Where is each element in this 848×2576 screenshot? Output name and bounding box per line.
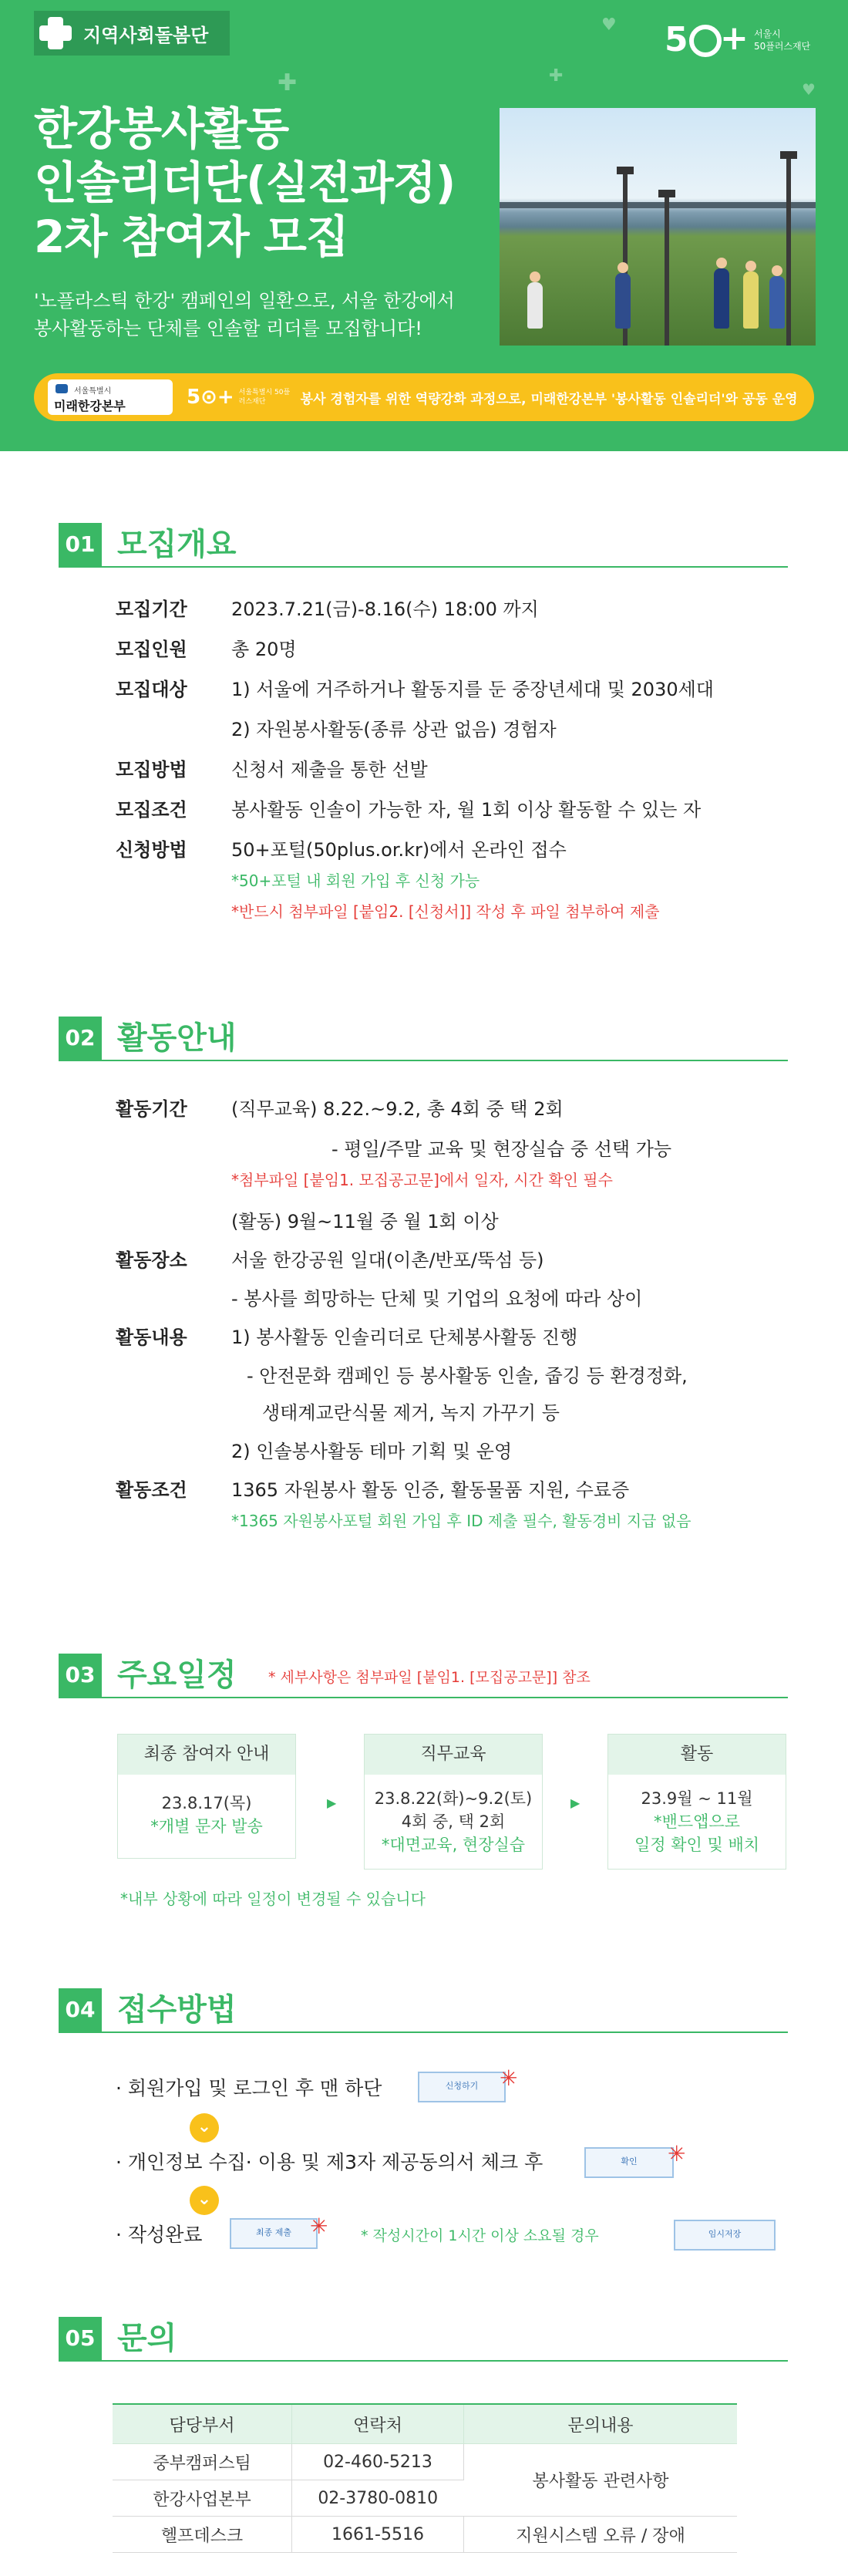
overview-rows: 모집기간 2023.7.21(금)-8.16(수) 18:00 까지 모집인원 총 20명 모집대상 1) 서울에 거주하거나 활동지를 둔 중장년세대 및 2030세대 2) 자원봉사활동(종류 상관 없음) 경험자 모집방법 신청서 제출을 통한 선발 모집조건 봉사활동 인솔이 가능한 자, 월 1회 이상 활동할 수 있는 자 신청방법 50+포털(50plus.or.kr)에서 온라인 접수 *50+포털 내 회원 가입 후 신청 가능 *반드시 첨부파일 [붙임2. [신청서]] 작성 후 파일 첨부하여 제출 (116, 598, 714, 921)
chevron-down-icon: ⌄ (190, 2113, 219, 2143)
click-cursor-icon: ✳ (310, 2214, 328, 2239)
section-number: 04 (59, 1988, 102, 2031)
apply-button-sample: 신청하기 (418, 2072, 506, 2102)
section-title: 활동안내 (117, 1020, 237, 1056)
cross-icon (34, 11, 77, 56)
sparkle-icon: ✚ (549, 66, 564, 86)
foundation-logo: 5 + 서울시 50플러스재단 (665, 19, 811, 59)
confirm-button-sample: 확인 (584, 2147, 674, 2178)
step-1-text: · 회원가입 및 로그인 후 맨 하단 (116, 2077, 382, 2099)
section-title: 모집개요 (117, 527, 237, 562)
section-activity-guide (59, 1017, 788, 1618)
schedule-box-training: 직무교육 23.8.22(화)~9.2(토) 4회 중, 택 2회 *대면교육, 현장실습 (364, 1734, 543, 1870)
section-number: 05 (59, 2317, 102, 2360)
section-title: 접수방법 (117, 1992, 237, 2028)
inquiry-table: 담당부서 연락처 문의내용 중부캠퍼스팀 02-460-5213 봉사활동 관련사항 한강사업본부 02-3780-0810 헬프데스크 1661-5516 지원시스템 오류 / 장애 (113, 2403, 737, 2553)
seoul-logo-icon (56, 384, 68, 393)
step-3-text: · 작성완료 (116, 2224, 203, 2246)
step-3-note: * 작성시간이 1시간 이상 소요될 경우 (361, 2227, 599, 2244)
heart-icon: ♥ (601, 15, 617, 35)
joint-operation-banner: 서울특별시 미래한강본부 5⊙+ 서울특별시 50플러스재단 봉사 경험자를 위한 역량강화 과정으로, 미래한강본부 '봉사활동 인솔리더'와 공동 운영 (34, 373, 814, 421)
section-application-method (59, 1988, 788, 2251)
section-inquiry (59, 2317, 788, 2564)
save-draft-button-sample: 임시저장 (674, 2220, 776, 2251)
org-badge (34, 11, 230, 56)
page-title: 한강봉사활동 인솔리더단(실전과정) 2차 참여자 모집 (34, 103, 456, 263)
org-badge-label: 지역사회돌봄단 (83, 24, 209, 46)
banner-50plus-logo: 5⊙+ (187, 386, 234, 409)
section-schedule (59, 1654, 788, 1939)
schedule-box-final-notice: 최종 참여자 안내 23.8.17(목) *개별 문자 발송 (117, 1734, 296, 1859)
banner-text: 봉사 경험자를 위한 역량강화 과정으로, 미래한강본부 '봉사활동 인솔리더'와 공동 운영 (300, 391, 798, 407)
hero-header (0, 0, 848, 451)
submit-button-sample: 최종 제출 (230, 2218, 318, 2249)
arrow-right-icon: ▶ (570, 1795, 580, 1810)
step-2-text: · 개인정보 수집· 이용 및 제3자 제공동의서 체크 후 (116, 2151, 543, 2173)
schedule-box-activity: 활동 23.9월 ~ 11월 *밴드앱으로 일정 확인 및 배치 (607, 1734, 786, 1870)
section-number: 01 (59, 523, 102, 566)
arrow-right-icon: ▶ (327, 1795, 337, 1810)
section-title: 주요일정 (117, 1657, 237, 1693)
lead-text: '노플라스틱 한강' 캠페인의 일환으로, 서울 한강에서 봉사활동하는 단체를 인솔할 리더를 모집합니다! (34, 290, 455, 339)
schedule-note: * 세부사항은 첨부파일 [붙임1. [모집공고문]] 참조 (268, 1669, 591, 1686)
volunteers-photo (500, 108, 816, 346)
section-number: 02 (59, 1017, 102, 1060)
ring-icon (689, 25, 722, 57)
section-recruitment-overview (59, 523, 788, 955)
future-hangang-logo: 서울특별시 미래한강본부 (48, 379, 173, 415)
chevron-down-icon: ⌄ (190, 2186, 219, 2215)
table-row: 중부캠퍼스팀 02-460-5213 봉사활동 관련사항 (113, 2444, 737, 2480)
click-cursor-icon: ✳ (668, 2141, 686, 2166)
sparkle-icon: ✚ (278, 69, 298, 96)
table-row: 한강사업본부 02-3780-0810 (113, 2480, 737, 2517)
activity-rows: 활동기간 (직무교육) 8.22.~9.2, 총 4회 중 택 2회 - 평일/주말 교육 및 현장실습 중 선택 가능 *첨부파일 [붙임1. 모집공고문]에서 일자, 시간 확인 필수 (활동) 9월~11월 중 월 1회 이상 활동장소 서울 한강공원 일대(이촌/반포/뚝섬 등) - 봉사를 희망하는 단체 및 기업의 요청에 따라 상이 활동내용 1) 봉사활동 인솔리더로 단체봉사활동 진행 - 안전문화 캠페인 등 봉사활동 인솔, 줍깅 등 환경정화, 생태계교란식물 제거, 녹지 가꾸기 등 2) 인솔봉사활동 테마 기획 및 운영 활동조건 1365 자원봉사 활동 인증, 활동물품 지원, 수료증 *1365 자원봉사포털 회원 가입 후 ID 제출 필수, 활동경비 지급 없음 (116, 1098, 692, 1530)
heart-icon: ♥ (802, 80, 816, 99)
section-number: 03 (59, 1654, 102, 1697)
table-row: 헬프데스크 1661-5516 지원시스템 오류 / 장애 (113, 2517, 737, 2553)
schedule-footer-note: *내부 상황에 따라 일정이 변경될 수 있습니다 (120, 1890, 426, 1908)
click-cursor-icon: ✳ (500, 2065, 518, 2091)
section-title: 문의 (117, 2321, 177, 2356)
